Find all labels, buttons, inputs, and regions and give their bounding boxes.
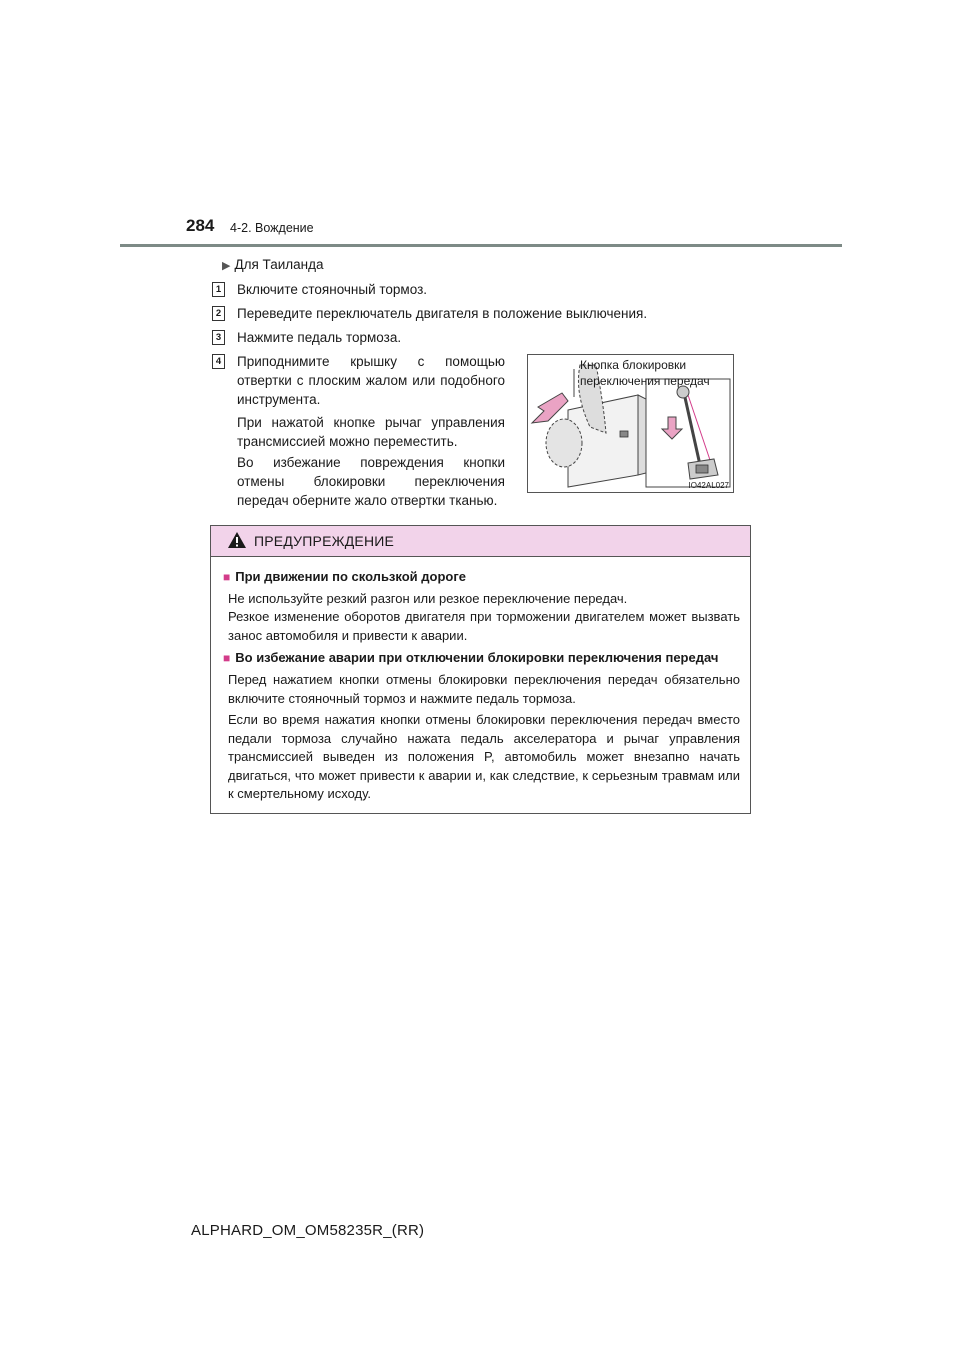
figure-caption-line-2: переключения передач <box>580 374 710 388</box>
warning-title: ПРЕДУПРЕЖДЕНИЕ <box>254 533 395 549</box>
step-text: Включите стояночный тормоз. <box>237 282 428 297</box>
step-text: Нажмите педаль тормоза. <box>237 330 402 345</box>
header-rule <box>120 244 842 247</box>
subheading-text: Для Таиланда <box>234 257 324 272</box>
step-number: 4 <box>212 354 225 369</box>
warning-heading-1 <box>223 569 466 584</box>
warning-heading-2 <box>223 650 718 665</box>
warning-paragraph: Не используйте резкий разгон или резкое переключение передач. <box>228 591 628 606</box>
square-bullet-icon: ■ <box>223 570 231 584</box>
step-4-note-1: При нажатой кнопке рычаг управления трансмиссией можно переместить. <box>237 415 505 449</box>
step-text: Переведите переключатель двигателя в положение выключения. <box>237 306 648 321</box>
warning-header <box>211 526 750 557</box>
step-number: 3 <box>212 330 225 345</box>
warning-heading-text: При движении по скользкой дороге <box>235 569 466 584</box>
subheading <box>222 257 323 272</box>
figure-caption-line-1: Кнопка блокировки <box>580 358 687 372</box>
step-number: 1 <box>212 282 225 297</box>
shift-lock-illustration <box>527 354 734 493</box>
step-4-text: Приподнимите крышку с помощью отвертки с плоским жалом или подобного инструмента. <box>237 354 505 407</box>
square-bullet-icon: ■ <box>223 651 231 665</box>
warning-heading-text: Во избежание аварии при отключении блокировки переключения передач <box>235 650 719 665</box>
warning-triangle-icon <box>227 531 247 549</box>
warning-paragraph: Резкое изменение оборотов двигателя при торможении двигателем может вызвать занос автомобиля и привести к аварии. <box>228 609 740 643</box>
page-number: 284 <box>186 216 215 235</box>
warning-paragraph: Если во время нажатия кнопки отмены блокировки переключения передач вместо педали тормоза случайно нажата педаль акселератора и рычаг управления трансмиссией выведен из положения P, автомобиль может внезапно начать двигаться, что может привести к аварии и, как следствие, к серьезным травмам или к смертельному исходу. <box>228 712 740 801</box>
triangle-right-icon: ▶ <box>222 260 231 272</box>
section-title: 4-2. Вождение <box>230 221 314 235</box>
warning-paragraph: Перед нажатием кнопки отмены блокировки переключения передач обязательно включите стояночный тормоз и нажмите педаль тормоза. <box>228 672 740 706</box>
document-code: ALPHARD_OM_OM58235R_(RR) <box>191 1222 425 1239</box>
step-4-note-2: Во избежание повреждения кнопки отмены блокировки переключения передач оберните жало отвертки тканью. <box>237 455 505 508</box>
step-number: 2 <box>212 306 225 321</box>
warning-box <box>210 525 751 814</box>
figure-code: IO42AL027 <box>688 481 729 490</box>
